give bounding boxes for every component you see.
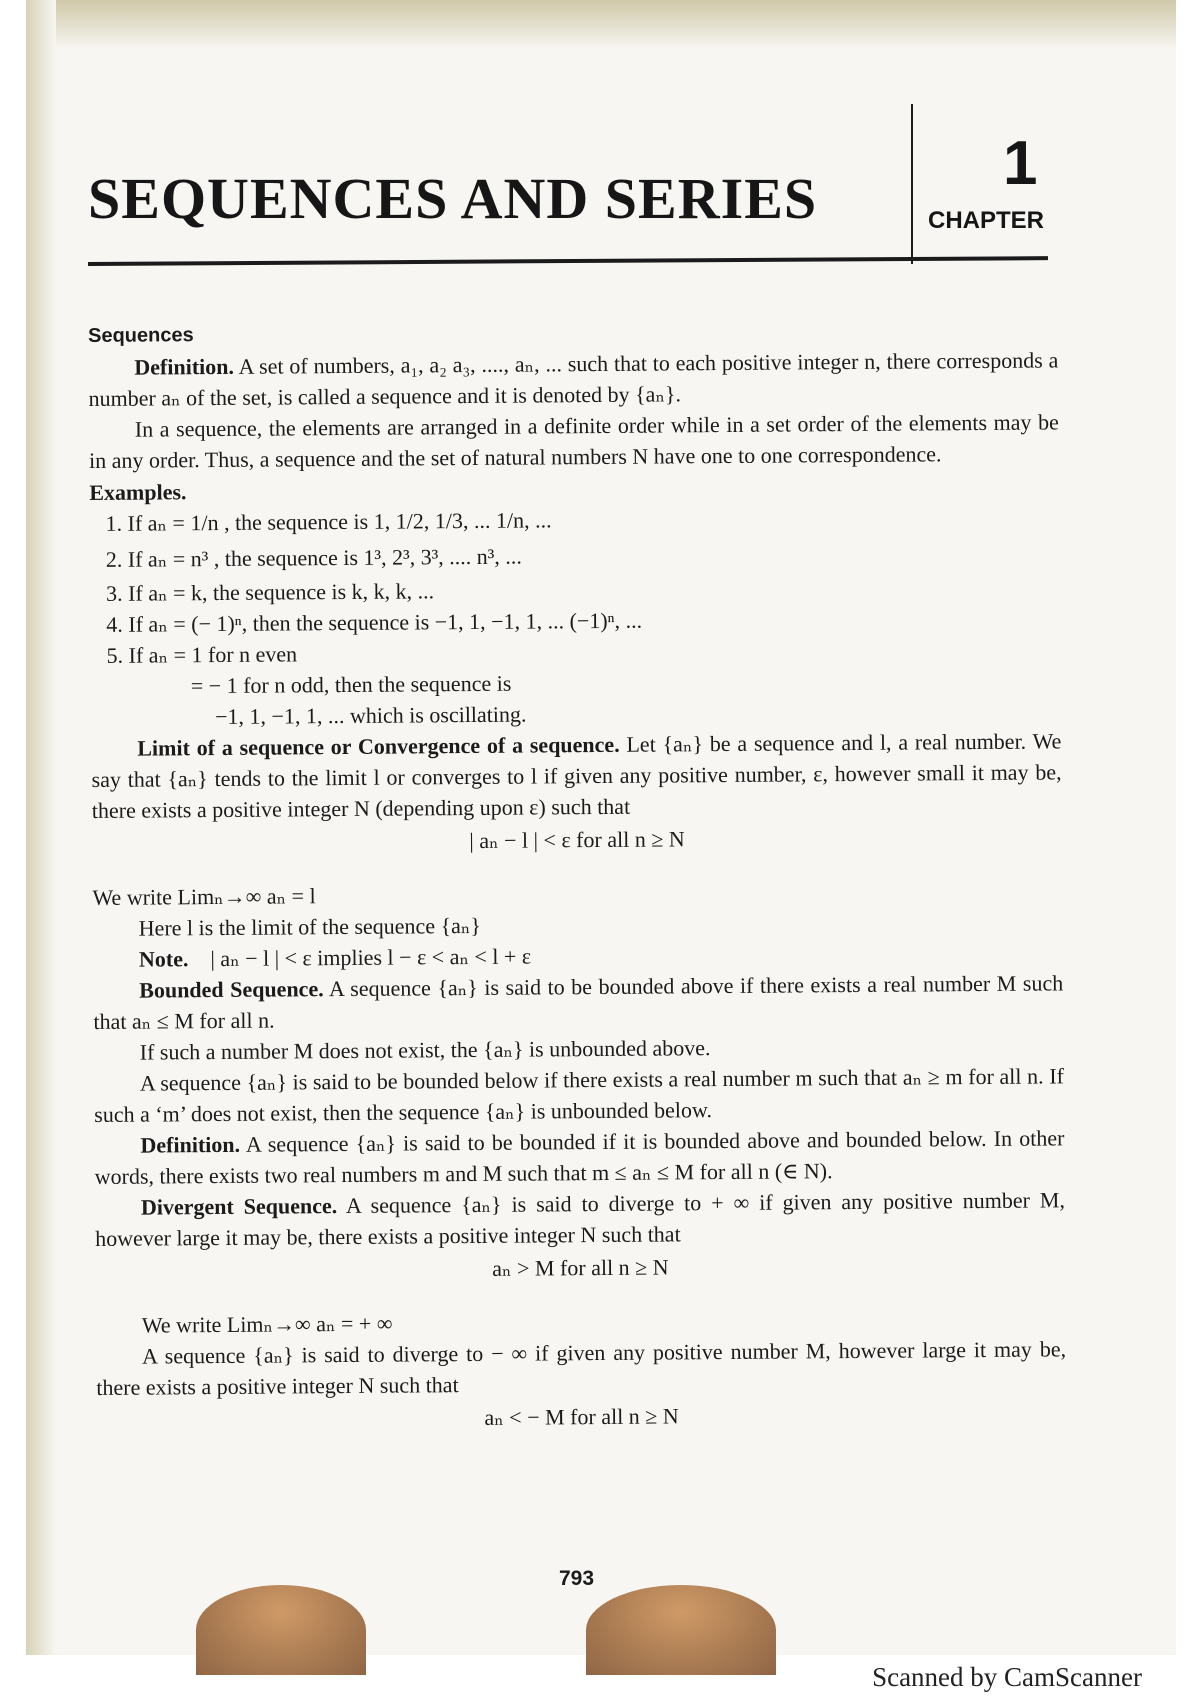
divergent-paragraph	[95, 1184, 1065, 1254]
example-item: 3. If aₙ = k, the sequence is k, k, k, ...	[106, 578, 435, 606]
definition-bounded-lead: Definition.	[140, 1131, 241, 1158]
divergent-paragraph-2: A sequence {aₙ} is said to diverge to − ∞ if given any positive number M, however large it may be, there exists a positive integer N such that	[96, 1336, 1067, 1400]
definition-bounded-text: A sequence {aₙ} is said to be bounded if it is bounded above and bounded below. In other words, there exists two real numbers m and M such that m ≤ aₙ ≤ M for all n (∈ N).	[94, 1125, 1065, 1189]
definition-text: A set of numbers, a₁, a₂ a₃, ...., aₙ, ... such that to each positive integer n, there corresponds a number aₙ of the set, is called a sequence and it is denoted by {aₙ}.	[88, 347, 1059, 411]
chapter-divider	[911, 104, 913, 264]
note-lead: Note.	[138, 946, 189, 972]
bounded-paragraph-2: If such a number M does not exist, the {aₙ} is unbounded above.	[139, 1035, 711, 1065]
chapter-title: SEQUENCES AND SERIES	[88, 166, 818, 231]
thumb-shadow	[586, 1585, 776, 1675]
example-item: 5. If aₙ = 1 for n even	[106, 641, 298, 668]
page-shadow-top	[26, 0, 1176, 50]
bounded-lead: Bounded Sequence.	[139, 976, 324, 1003]
example-item: 1. If aₙ = 1/n , the sequence is 1, 1/2, 1/3, ... 1/n, ...	[105, 507, 552, 536]
set-paragraph: In a sequence, the elements are arranged in a definite order while in a set order of the elements may be in any order. Thus, a sequence and the set of natural numbers N have one to one correspondence.	[88, 409, 1059, 473]
divergent-formula: aₙ > M for all n ≥ N	[492, 1254, 669, 1281]
bounded-paragraph	[93, 967, 1063, 1037]
definition-lead: Definition.	[134, 353, 235, 380]
limit-formula: | aₙ − l | < ε for all n ≥ N	[469, 826, 685, 854]
divergent-we-write: We write Limₙ→∞ aₙ = + ∞	[141, 1310, 393, 1338]
example-item-continuation: = − 1 for n odd, then the sequence is	[190, 670, 512, 699]
thumb-shadow	[196, 1585, 366, 1675]
bounded-text: A sequence {aₙ} is said to be bounded above if there exists a real number M such that aₙ ≤ M for all n.	[93, 970, 1064, 1034]
divergent-formula-2: aₙ < − M for all n ≥ N	[484, 1403, 679, 1430]
scanned-page	[26, 0, 1176, 1655]
section-heading: Sequences	[88, 324, 194, 347]
limit-we-write: We write Limₙ→∞ aₙ = l	[92, 883, 316, 910]
limit-paragraph	[91, 725, 1062, 826]
bounded-paragraph-3: A sequence {aₙ} is said to be bounded below if there exists a real number m such that aₙ ≥ m for all n. If such a ‘m’ does not exist, then the sequence {aₙ} is unbounded below.	[94, 1063, 1065, 1127]
examples-heading: Examples.	[89, 479, 187, 505]
example-item-continuation: −1, 1, −1, 1, ... which is oscillating.	[214, 701, 527, 730]
page-number: 793	[559, 1567, 595, 1590]
note-text: | aₙ − l | < ε implies l − ε < aₙ < l + ε	[210, 943, 532, 972]
limit-lead: Limit of a sequence or Convergence of a sequence.	[137, 731, 620, 761]
definition-bounded-paragraph	[94, 1122, 1064, 1192]
example-item: 2. If aₙ = n³ , the sequence is 1³, 2³, 3³, .... n³, ...	[105, 543, 522, 572]
scanner-watermark: Scanned by CamScanner	[872, 1662, 1142, 1692]
body-text	[88, 317, 1067, 1439]
title-rule	[88, 256, 1048, 266]
definition-paragraph	[88, 344, 1058, 414]
page-shadow-left	[26, 0, 56, 1655]
divergent-text: A sequence {aₙ} is said to diverge to + ∞ if given any positive number M, however large it may be, there exists a positive integer N such that	[95, 1187, 1065, 1251]
limit-here: Here l is the limit of the sequence {aₙ}	[138, 912, 482, 941]
limit-text: Let {aₙ} be a sequence and l, a real number. We say that {aₙ} tends to the limit l or converges to l if given any positive number, ε, however small it may be, there exists a positive integer N (depending upon ε) such that	[91, 728, 1062, 823]
example-item: 4. If aₙ = (− 1)ⁿ, then the sequence is −1, 1, −1, 1, ... (−1)ⁿ, ...	[106, 607, 643, 637]
chapter-number: 1	[1003, 129, 1038, 198]
divergent-lead: Divergent Sequence.	[140, 1193, 338, 1220]
chapter-label: CHAPTER	[928, 207, 1045, 234]
